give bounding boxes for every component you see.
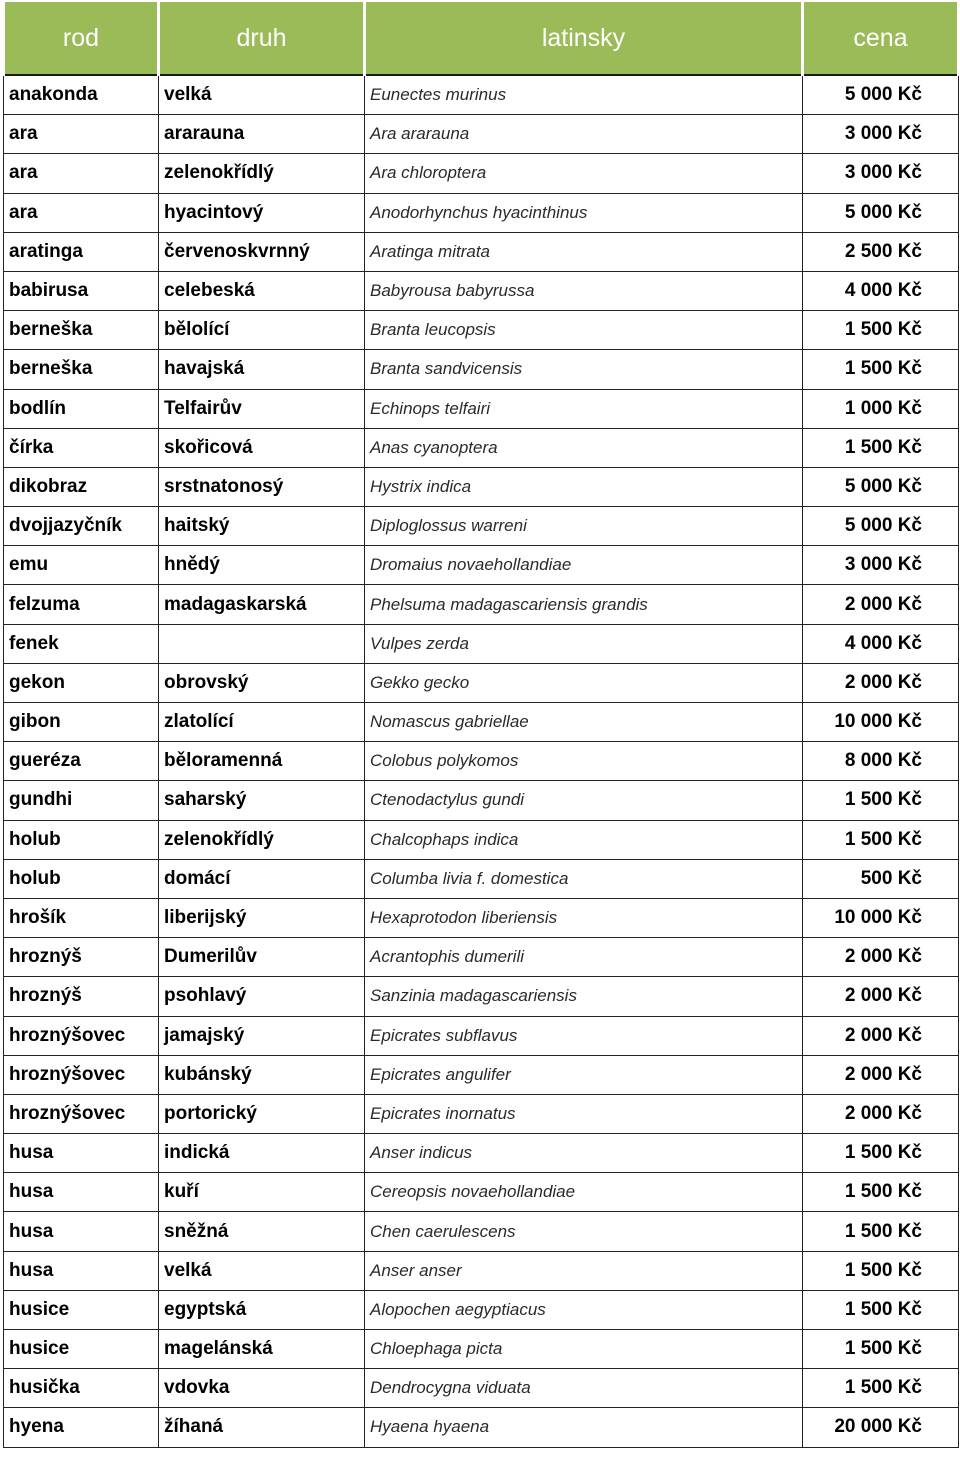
cell-rod: hroznýšovec (4, 1055, 159, 1094)
table-row (4, 585, 959, 624)
cell-cena: 1 500 Kč (803, 428, 959, 467)
cell-druh: velká (159, 1251, 365, 1290)
cell-druh: Telfairův (159, 389, 365, 428)
cell-cena: 3 000 Kč (803, 154, 959, 193)
cell-rod: hroznýš (4, 938, 159, 977)
table-row (4, 977, 959, 1016)
cell-latinsky: Gekko gecko (365, 663, 803, 702)
cell-druh: haitský (159, 507, 365, 546)
price-table (2, 2, 960, 1448)
cell-rod: gueréza (4, 742, 159, 781)
cell-cena: 2 000 Kč (803, 1055, 959, 1094)
cell-druh: srstnatonosý (159, 467, 365, 506)
cell-latinsky: Anser anser (365, 1251, 803, 1290)
cell-rod: hroznýš (4, 977, 159, 1016)
cell-latinsky: Chloephaga picta (365, 1330, 803, 1369)
table-row (4, 115, 959, 154)
cell-cena: 5 000 Kč (803, 75, 959, 115)
cell-druh: jamajský (159, 1016, 365, 1055)
header-rod: rod (4, 2, 159, 75)
cell-cena: 20 000 Kč (803, 1408, 959, 1447)
cell-rod: gundhi (4, 781, 159, 820)
table-row (4, 154, 959, 193)
cell-druh: indická (159, 1134, 365, 1173)
cell-cena: 1 500 Kč (803, 1330, 959, 1369)
cell-druh: vdovka (159, 1369, 365, 1408)
cell-cena: 1 500 Kč (803, 781, 959, 820)
table-row (4, 507, 959, 546)
cell-latinsky: Hexaprotodon liberiensis (365, 898, 803, 937)
table-row (4, 546, 959, 585)
table-row (4, 703, 959, 742)
cell-latinsky: Nomascus gabriellae (365, 703, 803, 742)
cell-rod: babirusa (4, 271, 159, 310)
cell-latinsky: Epicrates subflavus (365, 1016, 803, 1055)
header-cena: cena (803, 2, 959, 75)
table-row (4, 781, 959, 820)
cell-latinsky: Anas cyanoptera (365, 428, 803, 467)
table-row (4, 1173, 959, 1212)
cell-rod: husice (4, 1330, 159, 1369)
cell-cena: 1 500 Kč (803, 311, 959, 350)
cell-cena: 2 500 Kč (803, 232, 959, 271)
table-row (4, 1251, 959, 1290)
cell-latinsky: Epicrates inornatus (365, 1094, 803, 1133)
cell-latinsky: Cereopsis novaehollandiae (365, 1173, 803, 1212)
table-row (4, 938, 959, 977)
cell-cena: 1 500 Kč (803, 350, 959, 389)
table-row (4, 1290, 959, 1329)
cell-cena: 2 000 Kč (803, 1094, 959, 1133)
cell-rod: ara (4, 115, 159, 154)
cell-latinsky: Chen caerulescens (365, 1212, 803, 1251)
table-row (4, 1055, 959, 1094)
cell-cena: 5 000 Kč (803, 193, 959, 232)
cell-latinsky: Hystrix indica (365, 467, 803, 506)
cell-cena: 4 000 Kč (803, 271, 959, 310)
cell-druh: celebeská (159, 271, 365, 310)
cell-latinsky: Eunectes murinus (365, 75, 803, 115)
cell-latinsky: Sanzinia madagascariensis (365, 977, 803, 1016)
cell-druh: velká (159, 75, 365, 115)
cell-cena: 8 000 Kč (803, 742, 959, 781)
cell-rod: hroznýšovec (4, 1016, 159, 1055)
cell-cena: 500 Kč (803, 859, 959, 898)
cell-rod: husa (4, 1173, 159, 1212)
cell-cena: 4 000 Kč (803, 624, 959, 663)
cell-latinsky: Echinops telfairi (365, 389, 803, 428)
cell-cena: 1 500 Kč (803, 1251, 959, 1290)
cell-latinsky: Ara chloroptera (365, 154, 803, 193)
cell-rod: ara (4, 193, 159, 232)
cell-rod: felzuma (4, 585, 159, 624)
cell-rod: hyena (4, 1408, 159, 1447)
cell-rod: aratinga (4, 232, 159, 271)
table-row (4, 271, 959, 310)
cell-druh: madagaskarská (159, 585, 365, 624)
cell-druh: žíhaná (159, 1408, 365, 1447)
cell-cena: 1 500 Kč (803, 1173, 959, 1212)
cell-cena: 2 000 Kč (803, 585, 959, 624)
cell-druh: egyptská (159, 1290, 365, 1329)
cell-latinsky: Colobus polykomos (365, 742, 803, 781)
header-latinsky: latinsky (365, 2, 803, 75)
cell-druh: kuří (159, 1173, 365, 1212)
table-body (4, 75, 959, 1447)
cell-rod: husice (4, 1290, 159, 1329)
cell-latinsky: Dendrocygna viduata (365, 1369, 803, 1408)
cell-latinsky: Ara ararauna (365, 115, 803, 154)
cell-druh: zlatolící (159, 703, 365, 742)
table-row (4, 820, 959, 859)
table-row (4, 75, 959, 115)
cell-rod: gibon (4, 703, 159, 742)
cell-rod: ara (4, 154, 159, 193)
table-row (4, 428, 959, 467)
cell-latinsky: Branta sandvicensis (365, 350, 803, 389)
cell-druh: skořicová (159, 428, 365, 467)
cell-latinsky: Columba livia f. domestica (365, 859, 803, 898)
cell-cena: 2 000 Kč (803, 938, 959, 977)
cell-druh: hnědý (159, 546, 365, 585)
cell-druh: zelenokřídlý (159, 154, 365, 193)
cell-latinsky: Babyrousa babyrussa (365, 271, 803, 310)
cell-latinsky: Phelsuma madagascariensis grandis (365, 585, 803, 624)
cell-druh: kubánský (159, 1055, 365, 1094)
cell-rod: husa (4, 1251, 159, 1290)
cell-latinsky: Chalcophaps indica (365, 820, 803, 859)
cell-cena: 2 000 Kč (803, 977, 959, 1016)
table-row (4, 1408, 959, 1447)
cell-rod: fenek (4, 624, 159, 663)
cell-druh: havajská (159, 350, 365, 389)
table-row (4, 467, 959, 506)
table-row (4, 624, 959, 663)
cell-druh: saharský (159, 781, 365, 820)
cell-cena: 3 000 Kč (803, 546, 959, 585)
cell-druh: domácí (159, 859, 365, 898)
table-row (4, 389, 959, 428)
cell-latinsky: Alopochen aegyptiacus (365, 1290, 803, 1329)
cell-druh: bělolící (159, 311, 365, 350)
table-row (4, 1369, 959, 1408)
table-row (4, 742, 959, 781)
cell-druh: hyacintový (159, 193, 365, 232)
cell-rod: holub (4, 859, 159, 898)
cell-druh: ararauna (159, 115, 365, 154)
cell-cena: 1 500 Kč (803, 1212, 959, 1251)
cell-druh: liberijský (159, 898, 365, 937)
cell-rod: čírka (4, 428, 159, 467)
table-row (4, 1330, 959, 1369)
cell-cena: 1 500 Kč (803, 1134, 959, 1173)
cell-rod: anakonda (4, 75, 159, 115)
cell-latinsky: Anodorhynchus hyacinthinus (365, 193, 803, 232)
cell-cena: 5 000 Kč (803, 467, 959, 506)
cell-druh (159, 624, 365, 663)
cell-cena: 3 000 Kč (803, 115, 959, 154)
table-row (4, 311, 959, 350)
cell-rod: husa (4, 1134, 159, 1173)
cell-cena: 1 000 Kč (803, 389, 959, 428)
cell-latinsky: Anser indicus (365, 1134, 803, 1173)
cell-cena: 10 000 Kč (803, 703, 959, 742)
cell-druh: zelenokřídlý (159, 820, 365, 859)
cell-druh: červenoskvrnný (159, 232, 365, 271)
table-row (4, 1016, 959, 1055)
cell-rod: hroznýšovec (4, 1094, 159, 1133)
header-row (4, 2, 959, 75)
cell-rod: husa (4, 1212, 159, 1251)
table-header (4, 2, 959, 75)
cell-rod: dvojjazyčník (4, 507, 159, 546)
table-row (4, 663, 959, 702)
cell-latinsky: Ctenodactylus gundi (365, 781, 803, 820)
cell-latinsky: Branta leucopsis (365, 311, 803, 350)
cell-cena: 10 000 Kč (803, 898, 959, 937)
table-row (4, 1094, 959, 1133)
cell-rod: bodlín (4, 389, 159, 428)
cell-rod: dikobraz (4, 467, 159, 506)
cell-druh: sněžná (159, 1212, 365, 1251)
cell-druh: portorický (159, 1094, 365, 1133)
cell-cena: 1 500 Kč (803, 1290, 959, 1329)
cell-rod: berneška (4, 311, 159, 350)
cell-cena: 5 000 Kč (803, 507, 959, 546)
cell-latinsky: Vulpes zerda (365, 624, 803, 663)
cell-cena: 2 000 Kč (803, 1016, 959, 1055)
table-row (4, 898, 959, 937)
cell-druh: magelánská (159, 1330, 365, 1369)
cell-rod: hrošík (4, 898, 159, 937)
cell-latinsky: Dromaius novaehollandiae (365, 546, 803, 585)
cell-latinsky: Acrantophis dumerili (365, 938, 803, 977)
cell-rod: gekon (4, 663, 159, 702)
cell-druh: Dumerilův (159, 938, 365, 977)
cell-latinsky: Diploglossus warreni (365, 507, 803, 546)
cell-latinsky: Aratinga mitrata (365, 232, 803, 271)
header-druh: druh (159, 2, 365, 75)
cell-rod: husička (4, 1369, 159, 1408)
cell-druh: běloramenná (159, 742, 365, 781)
cell-rod: holub (4, 820, 159, 859)
cell-druh: psohlavý (159, 977, 365, 1016)
cell-druh: obrovský (159, 663, 365, 702)
table-row (4, 350, 959, 389)
table-row (4, 232, 959, 271)
table-row (4, 1134, 959, 1173)
cell-cena: 1 500 Kč (803, 820, 959, 859)
table-row (4, 1212, 959, 1251)
cell-latinsky: Epicrates angulifer (365, 1055, 803, 1094)
cell-latinsky: Hyaena hyaena (365, 1408, 803, 1447)
table-row (4, 859, 959, 898)
cell-cena: 2 000 Kč (803, 663, 959, 702)
cell-cena: 1 500 Kč (803, 1369, 959, 1408)
cell-rod: berneška (4, 350, 159, 389)
table-row (4, 193, 959, 232)
cell-rod: emu (4, 546, 159, 585)
